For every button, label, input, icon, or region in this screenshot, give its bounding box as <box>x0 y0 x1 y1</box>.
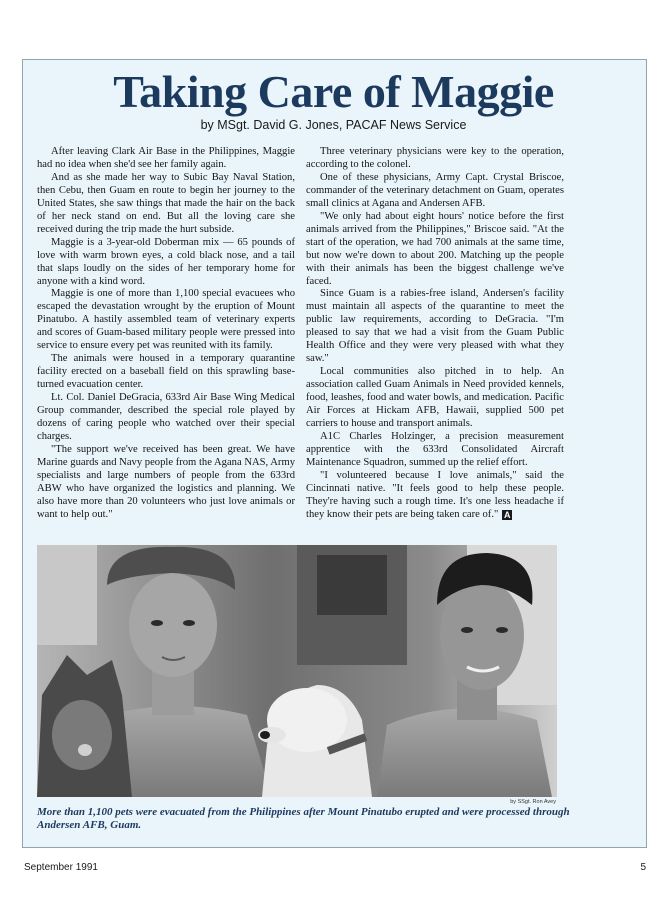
paragraph: One of these physicians, Army Capt. Crystal Briscoe, commander of the veterinary detachment on Guam, operates small clinics at Agana and Andersen AFB. <box>306 171 564 209</box>
photo-caption: More than 1,100 pets were evacuated from the Philippines after Mount Pinatubo erupted and were processed through Andersen AFB, Guam. <box>37 806 570 831</box>
paragraph: And as she made her way to Subic Bay Naval Station, then Cebu, then Guam en route to begin her journey to the United States, she saw things that made the hair on the back of her neck stand on end. But all the loving care she received during the trip made the hurt subside. <box>37 171 295 235</box>
paragraph: "The support we've received has been great. We have Marine guards and Navy people from the Agana NAS, Army specialists and large numbers of people from the 633rd ABW who have organized the logistics and planning. We also have more than 20 volunteers who just love animals or want to help out." <box>37 443 295 520</box>
end-mark-icon: A <box>504 509 511 520</box>
article-photo <box>37 545 557 797</box>
byline: by MSgt. David G. Jones, PACAF News Service <box>200 118 467 132</box>
paragraph-last <box>306 470 564 522</box>
paragraph: Since Guam is a rabies-free island, Andersen's facility must maintain all aspects of the quarantine to meet the public law requirements, according to DeGracia. "I'm pleased to say that we had a visit from the Guam Public Health Office and they were very pleased with what they saw." <box>306 288 564 365</box>
paragraph-last-text: "I volunteered because I love animals," said the Cincinnati native. "It feels good to help these people. They're having such a rough time. It's one less headache if they know their pets are being taken care of." <box>306 469 564 520</box>
paragraph: Lt. Col. Daniel DeGracia, 633rd Air Base Wing Medical Group commander, described the special role played by dozens of caring people who watched over their special charges. <box>37 392 295 442</box>
paragraph: Maggie is one of more than 1,100 special evacuees who escaped the devastation wrought by the eruption of Mount Pinatubo. A hastily assembled team of veterinary experts and scores of Guam-based military people were pressed into service to ensure every pet was reunited with its family. <box>37 288 295 352</box>
paragraph: Local communities also pitched in to help. An association called Guam Animals in Need provided kennels, food, leashes, food and water bowls, and medication. Pacific Air Forces at Hickam AFB, Hawaii, supplied 500 pet carriers to house and transport animals. <box>306 366 564 430</box>
article-column-left <box>37 146 295 522</box>
page-number: 5 <box>640 862 646 873</box>
paragraph: A1C Charles Holzinger, a precision measurement apprentice with the 633rd Consolidated Aircraft Maintenance Squadron, summed up the relief effort. <box>306 430 564 468</box>
paragraph: The animals were housed in a temporary quarantine facility erected on a baseball field on this sprawling base-turned evacuation center. <box>37 353 295 391</box>
paragraph: "We only had about eight hours' notice before the first animals arrived from the Philippines," Briscoe said. "At the start of the operation, we had 700 animals at the same time, but now we're down to about 200. Matching up the people with their animals has been the biggest challenge we've faced. <box>306 210 564 287</box>
paragraph: After leaving Clark Air Base in the Philippines, Maggie had no idea when she'd see her family again. <box>37 146 295 170</box>
paragraph: Maggie is a 3-year-old Doberman mix — 65 pounds of love with warm brown eyes, a cold black nose, and a tail that slaps loudly on the sides of her temporary home for anyone with a kind word. <box>37 236 295 287</box>
photo-illustration <box>37 545 557 797</box>
article-column-right <box>306 146 564 522</box>
photo-credit: by SSgt. Ron Avey <box>510 799 556 805</box>
issue-date: September 1991 <box>24 862 98 873</box>
paragraph: Three veterinary physicians were key to the operation, according to the colonel. <box>306 146 564 170</box>
article-title: Taking Care of Maggie <box>113 66 554 117</box>
